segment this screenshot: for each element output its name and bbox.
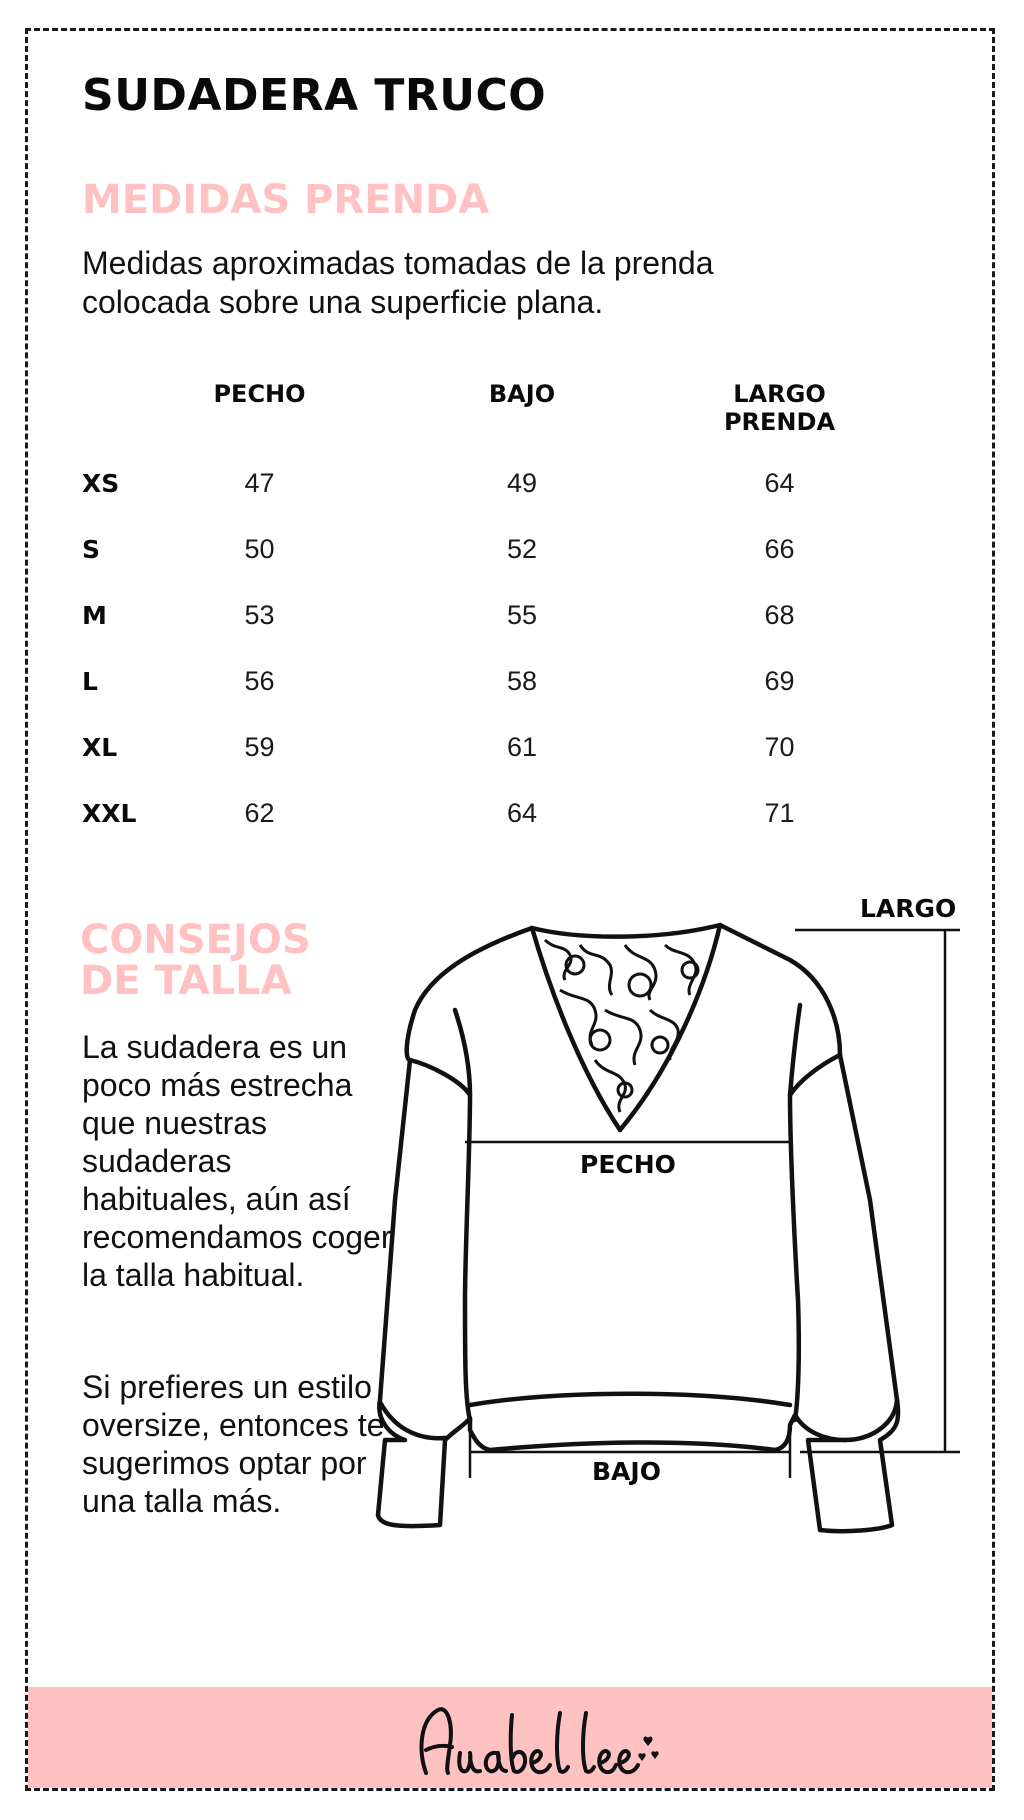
table-row [82,780,852,846]
largo-value: 68 [764,599,795,630]
advice-heading-line2: DE TALLA [80,958,292,1004]
size-label: L [82,666,98,696]
v-neck-left [532,928,620,1130]
bajo-value: 49 [506,467,538,498]
bajo-value: 61 [506,731,538,762]
pecho-value: 59 [244,731,275,762]
right-sleeve-seam [790,1055,840,1420]
largo-value: 66 [764,533,795,564]
largo-value: 71 [764,797,795,828]
bajo-column-header: BAJO [488,380,556,408]
neckline [532,925,720,937]
advice-heading-line1: CONSEJOS [80,917,311,963]
bajo-value: 52 [506,533,538,564]
page-title: SUDADERA TRUCO [82,70,547,121]
measurements-heading: MEDIDAS PRENDA [82,177,490,223]
advice-paragraph-1: La sudadera es un poco más estrecha que nuestras sudaderas habituales, aún así recomendamos coger la talla habitual. [82,1029,392,1293]
largo-value: 69 [764,665,795,696]
size-column-header [82,380,182,450]
advice-heading [80,917,380,1004]
table-row [82,714,852,780]
pecho-value: 62 [244,797,275,828]
largo-diagram-label: LARGO [860,894,957,923]
bajo-value: 55 [506,599,538,630]
advice-paragraph-2: Si prefieres un estilo oversize, entonces te sugerimos optar por una talla más. [82,1369,385,1519]
pecho-value: 50 [244,533,275,564]
size-label: XS [82,468,120,498]
size-table-header-row [82,380,852,450]
table-row [82,648,852,714]
size-label: XXL [82,798,137,828]
bajo-value: 58 [506,665,538,696]
pecho-value: 56 [244,665,275,696]
largo-column-header [707,380,852,450]
size-label: S [82,534,101,564]
largo-value: 64 [764,467,795,498]
bajo-diagram-label: BAJO [592,1457,661,1486]
measurements-intro: Medidas aproximadas tomadas de la prenda colocada sobre una superficie plana. [82,245,714,320]
table-row [82,582,852,648]
footer-band [28,1687,992,1788]
pecho-column-header: PECHO [213,380,306,408]
sweatshirt-diagram [360,880,980,1560]
largo-header-line1: LARGO [733,380,826,408]
left-sleeve-seam [410,1060,470,1420]
table-row [82,516,852,582]
hem-band-line [470,1394,790,1405]
pecho-value: 53 [244,599,275,630]
size-label: M [82,600,107,630]
pecho-diagram-label: PECHO [580,1150,676,1179]
table-row [82,450,852,516]
size-label: XL [82,732,118,762]
brand-logo [408,1695,668,1785]
largo-value: 70 [764,731,795,762]
bajo-value: 64 [506,797,538,828]
largo-header-line2: PRENDA [723,408,836,436]
pecho-value: 47 [244,467,275,498]
size-table [82,380,852,846]
